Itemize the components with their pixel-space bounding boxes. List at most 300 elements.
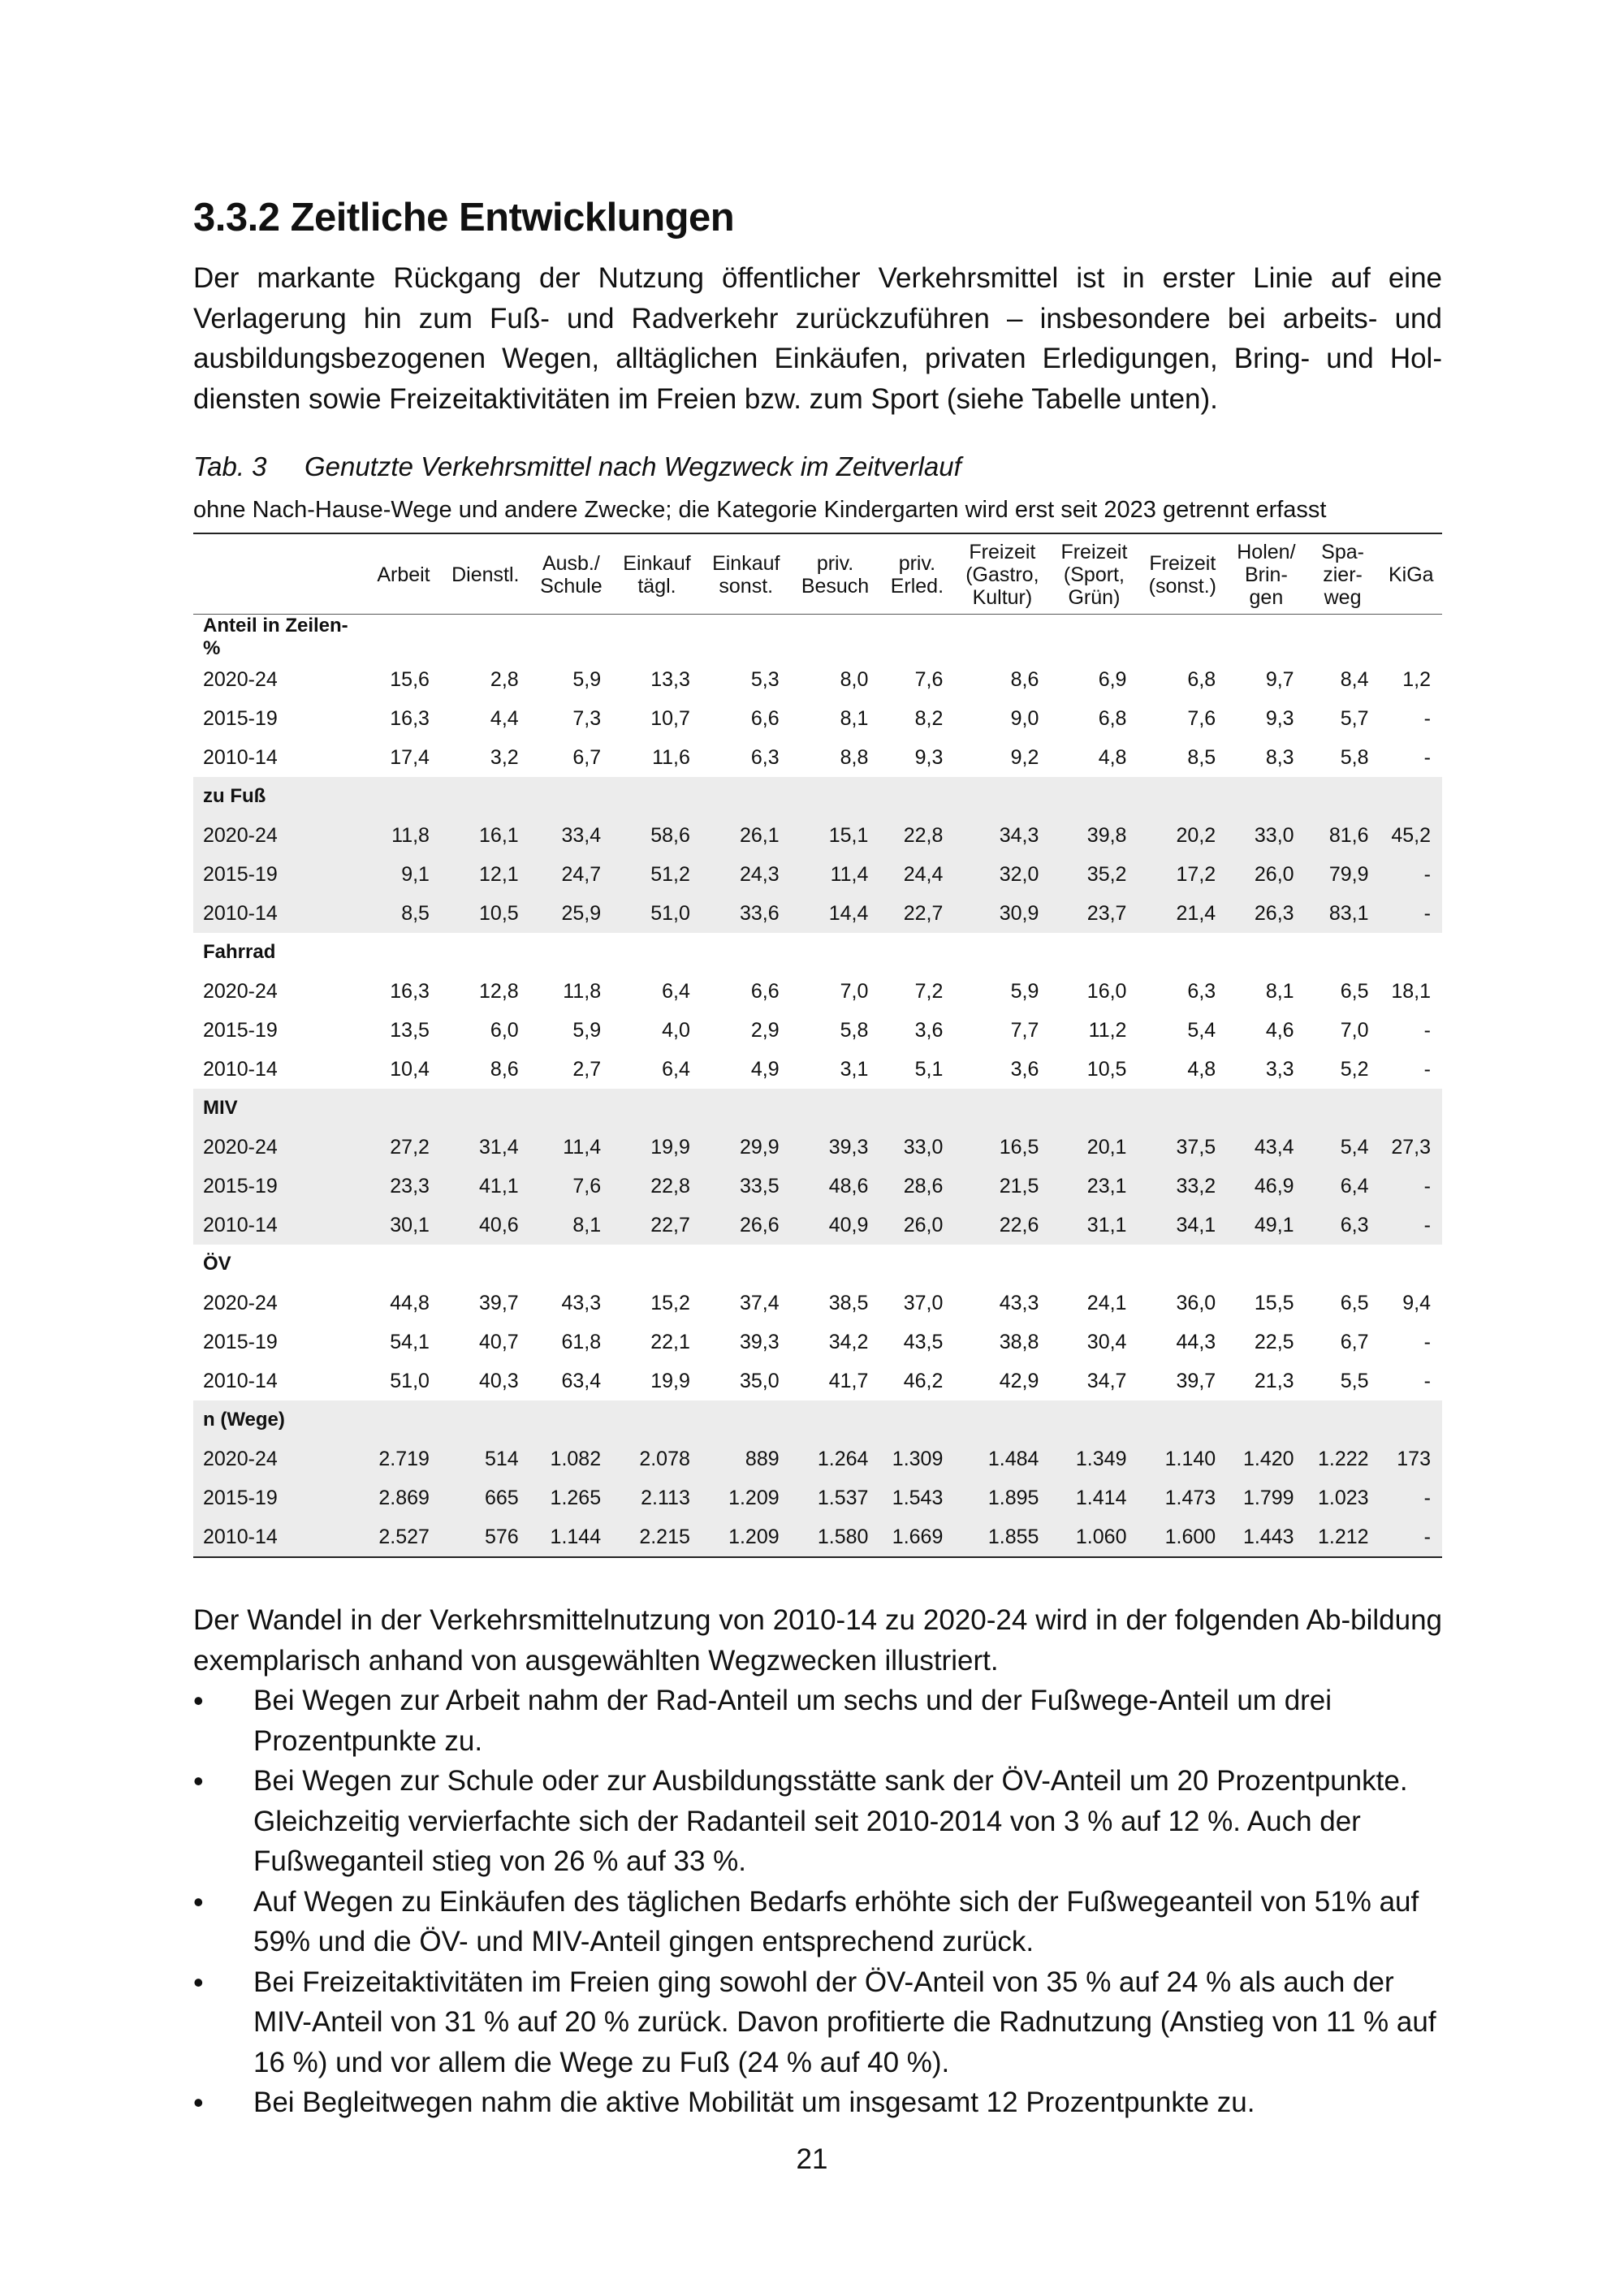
table-header-row <box>193 533 1442 615</box>
table-cell: 22,8 <box>612 1167 702 1206</box>
table-cell: 21,4 <box>1138 894 1227 933</box>
table-cell: 1.895 <box>954 1478 1050 1517</box>
section-spacer-cell <box>791 1089 880 1128</box>
table-row <box>193 816 1442 855</box>
column-header <box>1227 533 1305 615</box>
section-heading: 3.3.2 Zeitliche Entwicklungen <box>193 196 735 240</box>
column-header-line: Besuch <box>801 575 870 598</box>
table-cell: 9,3 <box>1265 706 1294 730</box>
column-header <box>1306 533 1380 615</box>
table-cell: 3,6 <box>914 1018 944 1042</box>
section-spacer-cell <box>1050 1089 1138 1128</box>
table-cell: 6,8 <box>1098 706 1127 730</box>
table-cell: 24,1 <box>1086 1291 1127 1314</box>
table-cell: 83,1 <box>1306 894 1380 933</box>
table-cell: 6,6 <box>750 979 780 1003</box>
section-spacer-cell <box>1050 933 1138 972</box>
table-cell: 54,1 <box>390 1330 430 1353</box>
table-cell: 22,8 <box>879 816 954 855</box>
section-spacer-cell <box>441 1400 530 1439</box>
column-header-line: Grün) <box>1068 586 1121 610</box>
section-label: zu Fuß <box>193 777 366 816</box>
table-cell: 45,2 <box>1380 816 1442 855</box>
table-cell: 11,8 <box>366 816 441 855</box>
table-cell: 8,2 <box>914 706 944 730</box>
column-header-line: Freizeit <box>1060 541 1128 564</box>
table-cell: 2.869 <box>366 1478 441 1517</box>
section-spacer-cell <box>1050 615 1138 661</box>
table-cell: 514 <box>441 1439 530 1478</box>
table-cell: 11,4 <box>530 1128 612 1167</box>
table-cell: 22,7 <box>612 1206 702 1245</box>
period-label: 2015-19 <box>203 1330 278 1353</box>
table-row <box>193 1284 1442 1323</box>
table-cell: 1.140 <box>1138 1439 1227 1478</box>
section-spacer-cell <box>612 1089 702 1128</box>
table-cell: 46,2 <box>903 1369 944 1392</box>
column-header-line: Dienstl. <box>451 563 520 587</box>
table-cell: 3,3 <box>1265 1057 1294 1081</box>
table-cell: 11,4 <box>791 855 880 894</box>
table-cell: 6,7 <box>572 745 602 769</box>
section-spacer-cell <box>702 777 791 816</box>
section-label: MIV <box>193 1089 366 1128</box>
table-cell: 1.144 <box>530 1517 612 1557</box>
table-cell: 24,7 <box>530 855 612 894</box>
table-cell: 3,1 <box>840 1057 869 1081</box>
table-row <box>193 1362 1442 1400</box>
table-cell: 34,7 <box>1086 1369 1127 1392</box>
table-cell: 12,8 <box>479 979 519 1003</box>
section-spacer-cell <box>530 1245 612 1284</box>
table-cell: 8,3 <box>1265 745 1294 769</box>
table-cell: 8,1 <box>1265 979 1294 1003</box>
column-header-line: Einkauf <box>712 552 780 576</box>
table-cell: 6,9 <box>1098 667 1127 691</box>
period-label: 2020-24 <box>203 1291 278 1314</box>
section-spacer-cell <box>612 1400 702 1439</box>
summary-paragraph: Der Wandel in der Verkehrsmittelnutzung von 2010-14 zu 2020-24 wird in der folgenden Ab-bildung exemplarisch anhand von ausgewählten Wegzwecken illustriert. <box>193 1604 1442 1677</box>
table-cell: 5,9 <box>1010 979 1039 1003</box>
column-header <box>366 533 441 615</box>
table-cell: 38,8 <box>999 1330 1039 1353</box>
section-spacer-cell <box>530 615 612 661</box>
table-cell: 8,0 <box>840 667 869 691</box>
table-row <box>193 894 1442 933</box>
table-cell: 1.543 <box>879 1478 954 1517</box>
table-row <box>193 1011 1442 1050</box>
table-cell: 51,0 <box>390 1369 430 1392</box>
table-section-row <box>193 777 1442 816</box>
table-cell: 5,3 <box>750 667 780 691</box>
section-spacer-cell <box>1380 1400 1442 1439</box>
table-cell: 20,1 <box>1050 1128 1138 1167</box>
table-cell: 39,7 <box>479 1291 519 1314</box>
column-header-line: Ausb./ <box>542 552 600 576</box>
table-cell: 1.600 <box>1138 1517 1227 1557</box>
column-header-line: KiGa <box>1388 563 1434 587</box>
table-cell: 23,1 <box>1050 1167 1138 1206</box>
section-spacer-cell <box>879 1245 954 1284</box>
table-cell: 6,5 <box>1340 1291 1369 1314</box>
table-cell: 8,5 <box>366 894 441 933</box>
table-cell: 18,1 <box>1391 979 1431 1003</box>
section-spacer-cell <box>1380 1245 1442 1284</box>
section-spacer-cell <box>612 933 702 972</box>
column-header <box>441 533 530 615</box>
table-cell: 39,3 <box>739 1330 780 1353</box>
section-spacer-cell <box>366 933 441 972</box>
table-cell: 9,4 <box>1402 1291 1431 1314</box>
table-cell: 4,8 <box>1187 1057 1216 1081</box>
table-cell: 889 <box>702 1439 791 1478</box>
table-cell: 43,5 <box>903 1330 944 1353</box>
table-cell: 2.215 <box>612 1517 702 1557</box>
table-cell: 8,8 <box>840 745 869 769</box>
table-cell: 1.209 <box>702 1517 791 1557</box>
column-header-line: sonst. <box>719 575 774 598</box>
table-cell: 9,7 <box>1265 667 1294 691</box>
period-label: 2015-19 <box>193 1167 366 1206</box>
table-cell: 26,0 <box>879 1206 954 1245</box>
table-cell: 1.414 <box>1050 1478 1138 1517</box>
table-cell: 28,6 <box>879 1167 954 1206</box>
period-label: 2015-19 <box>193 855 366 894</box>
section-spacer-cell <box>1138 1400 1227 1439</box>
table-cell: 40,3 <box>479 1369 519 1392</box>
table-row <box>193 660 1442 699</box>
table-cell: 48,6 <box>791 1167 880 1206</box>
table-cell: 61,8 <box>561 1330 602 1353</box>
period-label: 2020-24 <box>203 667 278 691</box>
period-label: 2015-19 <box>193 1478 366 1517</box>
table-section-row <box>193 933 1442 972</box>
table-cell: 8,1 <box>530 1206 612 1245</box>
section-spacer-cell <box>1380 777 1442 816</box>
table-cell: 16,3 <box>390 979 430 1003</box>
table-cell: 1.799 <box>1227 1478 1305 1517</box>
table-cell: 17,2 <box>1138 855 1227 894</box>
table-cell: 1.212 <box>1306 1517 1380 1557</box>
section-label: n (Wege) <box>193 1400 366 1439</box>
period-label: 2010-14 <box>203 1057 278 1081</box>
column-header <box>702 533 791 615</box>
section-spacer-cell <box>441 1089 530 1128</box>
table-cell: 4,6 <box>1265 1018 1294 1042</box>
bullet-item: • Bei Freizeitaktivitäten im Freien ging sowohl der ÖV-Anteil von 35 % auf 24 % als auch der MIV-Anteil von 31 % auf 20 % zurück. Davon profitierte die Radnutzung (Anstieg von 11 % auf 16 %) und vor allem die Wege zu Fuß (24 % auf 40 %). <box>193 1962 1442 2083</box>
column-header-line: (sonst.) <box>1148 575 1216 598</box>
bullet-item: • Bei Wegen zur Schule oder zur Ausbildungsstätte sank der ÖV-Anteil um 20 Prozentpunkte. Gleichzeitig vervierfachte sich der Radanteil seit 2010-2014 von 3 % auf 12 %. Auch der Fußweganteil stieg von 26 % auf 33 %. <box>193 1761 1442 1882</box>
section-spacer-cell <box>1050 1400 1138 1439</box>
table-cell: 19,9 <box>650 1369 690 1392</box>
table-cell: 51,2 <box>612 855 702 894</box>
table-cell: 1.420 <box>1227 1439 1305 1478</box>
section-spacer-cell <box>879 933 954 972</box>
section-spacer-cell <box>441 615 530 661</box>
section-spacer-cell <box>954 933 1050 972</box>
section-spacer-cell <box>530 1400 612 1439</box>
column-header-line: Kultur) <box>972 586 1033 610</box>
section-spacer-cell <box>1306 1245 1380 1284</box>
section-spacer-cell <box>791 1245 880 1284</box>
table-cell: 1,2 <box>1402 667 1431 691</box>
table-cell: 30,9 <box>954 894 1050 933</box>
table-cell: 3,2 <box>490 745 519 769</box>
table-cell: 15,5 <box>1254 1291 1294 1314</box>
column-header <box>530 533 612 615</box>
table-cell: 6,6 <box>750 706 780 730</box>
table-cell: 40,6 <box>441 1206 530 1245</box>
section-label: Anteil in Zeilen- % <box>203 615 348 660</box>
table-row <box>193 699 1442 738</box>
table-cell: 26,1 <box>702 816 791 855</box>
table-cell: - <box>1380 1478 1442 1517</box>
bullet-item: • Bei Begleitwegen nahm die aktive Mobilität um insgesamt 12 Prozentpunkte zu. <box>193 2082 1442 2123</box>
table-cell: 15,6 <box>390 667 430 691</box>
table-cell: 23,3 <box>366 1167 441 1206</box>
table-cell: 1.537 <box>791 1478 880 1517</box>
section-spacer-cell <box>530 933 612 972</box>
column-header-line: (Gastro, <box>965 563 1039 587</box>
table-cell: 39,8 <box>1050 816 1138 855</box>
section-spacer-cell <box>1050 1245 1138 1284</box>
section-spacer-cell <box>1380 933 1442 972</box>
table-cell: 27,3 <box>1380 1128 1442 1167</box>
column-header-line: (Sport, <box>1063 563 1125 587</box>
table-cell: 9,3 <box>914 745 944 769</box>
section-spacer-cell <box>1306 1089 1380 1128</box>
table-row <box>193 1128 1442 1167</box>
section-spacer-cell <box>441 1245 530 1284</box>
column-header-line: Arbeit <box>377 563 430 587</box>
table-row <box>193 855 1442 894</box>
period-label: 2020-24 <box>203 979 278 1003</box>
section-spacer-cell <box>791 615 880 661</box>
table-row <box>193 1478 1442 1517</box>
intro-paragraph: Der markante Rückgang der Nutzung öffentlicher Verkehrsmittel ist in erster Linie auf eine Verlagerung hin zum Fuß- und Radverkehr zurückzuführen – insbesondere bei arbeits- und ausbildungsbezogenen Wegen, alltäglichen Einkäufen, privaten Erledigungen, Bring- und Hol-diensten sowie Freizeitaktivitäten im Freien bzw. zum Sport (siehe Tabelle unten). <box>193 262 1442 415</box>
section-spacer-cell <box>1306 615 1380 661</box>
table-cell: 13,5 <box>390 1018 430 1042</box>
table-cell: 8,1 <box>840 706 869 730</box>
table-cell: 9,1 <box>366 855 441 894</box>
table-cell: 26,3 <box>1227 894 1305 933</box>
period-label: 2010-14 <box>193 1517 366 1557</box>
table-cell: 22,7 <box>879 894 954 933</box>
table-cell: 17,4 <box>390 745 430 769</box>
table-body <box>193 615 1442 1558</box>
section-spacer-cell <box>1227 1400 1305 1439</box>
table-cell: 9,2 <box>1010 745 1039 769</box>
period-label: 2010-14 <box>203 745 278 769</box>
table-section-row <box>193 1089 1442 1128</box>
period-label: 2010-14 <box>203 1369 278 1392</box>
section-spacer-cell <box>879 1089 954 1128</box>
table-cell: 11,8 <box>563 979 602 1003</box>
table-cell: 43,3 <box>999 1291 1039 1314</box>
table-cell: 1.222 <box>1306 1439 1380 1478</box>
table-cell: 34,3 <box>954 816 1050 855</box>
table-cell: 8,6 <box>1010 667 1039 691</box>
section-spacer-cell <box>791 933 880 972</box>
table-cell: 7,6 <box>1187 706 1216 730</box>
table-cell: - <box>1423 745 1431 769</box>
table-cell: - <box>1380 894 1442 933</box>
document-page <box>193 195 1442 2123</box>
table-row <box>193 1439 1442 1478</box>
table-cell: 665 <box>441 1478 530 1517</box>
table-cell: 9,0 <box>1010 706 1039 730</box>
table-cell: 58,6 <box>612 816 702 855</box>
table-cell: 1.473 <box>1138 1478 1227 1517</box>
table-cell: 51,0 <box>612 894 702 933</box>
section-spacer-cell <box>441 777 530 816</box>
period-label: 2020-24 <box>193 816 366 855</box>
section-spacer-cell <box>612 1245 702 1284</box>
section-spacer-cell <box>702 615 791 661</box>
table-cell: 11,6 <box>652 745 690 769</box>
period-label: 2020-24 <box>193 1128 366 1167</box>
table-row <box>193 972 1442 1011</box>
table-cell: 6,3 <box>1187 979 1216 1003</box>
table-cell: 19,9 <box>612 1128 702 1167</box>
table-cell: - <box>1423 1330 1431 1353</box>
table-cell: 14,4 <box>791 894 880 933</box>
table-cell: 41,1 <box>441 1167 530 1206</box>
table-cell: 33,0 <box>1227 816 1305 855</box>
section-label: Fahrrad <box>203 941 276 964</box>
table-cell: 5,7 <box>1340 706 1369 730</box>
section-spacer-cell <box>879 615 954 661</box>
table-cell: 10,5 <box>1086 1057 1127 1081</box>
table-cell: 34,1 <box>1138 1206 1227 1245</box>
table-cell: 6,4 <box>1306 1167 1380 1206</box>
section-spacer-cell <box>702 1245 791 1284</box>
section-spacer-cell <box>879 1400 954 1439</box>
table-cell: 16,5 <box>954 1128 1050 1167</box>
data-table <box>193 533 1442 1558</box>
table-cell: 6,3 <box>750 745 780 769</box>
column-header <box>1138 533 1227 615</box>
table-cell: 79,9 <box>1306 855 1380 894</box>
table-cell: - <box>1423 1057 1431 1081</box>
table-cell: 5,4 <box>1306 1128 1380 1167</box>
table-cell: 576 <box>441 1517 530 1557</box>
table-cell: 37,0 <box>903 1291 944 1314</box>
table-cell: 6,3 <box>1306 1206 1380 1245</box>
table-cell: - <box>1380 1206 1442 1245</box>
table-row <box>193 1050 1442 1089</box>
column-header-line: Freizeit <box>969 541 1036 564</box>
column-header-line: priv. <box>816 552 854 576</box>
table-cell: 36,0 <box>1176 1291 1216 1314</box>
table-cell: 38,5 <box>828 1291 869 1314</box>
bullet-list <box>193 1681 1442 2123</box>
section-spacer-cell <box>612 777 702 816</box>
section-spacer-cell <box>954 1400 1050 1439</box>
table-cell: 41,7 <box>828 1369 869 1392</box>
table-row <box>193 1517 1442 1557</box>
table-cell: 42,9 <box>999 1369 1039 1392</box>
table-section-row <box>193 615 1442 661</box>
table-cell: 22,1 <box>650 1330 690 1353</box>
table-cell: 7,7 <box>1010 1018 1039 1042</box>
table-cell: 2,9 <box>750 1018 780 1042</box>
table-cell: 16,3 <box>390 706 430 730</box>
section-spacer-cell <box>1380 615 1442 661</box>
table-cell: 31,4 <box>441 1128 530 1167</box>
section-spacer-cell <box>366 1089 441 1128</box>
period-label: 2015-19 <box>203 1018 278 1042</box>
table-cell: 5,9 <box>572 667 602 691</box>
table-cell: 1.349 <box>1050 1439 1138 1478</box>
section-spacer-cell <box>702 933 791 972</box>
table-cell: 16,0 <box>1086 979 1127 1003</box>
section-spacer-cell <box>366 1400 441 1439</box>
table-cell: 5,4 <box>1187 1018 1216 1042</box>
table-number: Tab. 3 <box>193 451 267 482</box>
table-cell: 6,7 <box>1340 1330 1369 1353</box>
table-cell: 33,4 <box>530 816 612 855</box>
table-cell: 4,9 <box>750 1057 780 1081</box>
column-header-line: Schule <box>540 575 603 598</box>
column-header-line: Erled. <box>890 575 944 598</box>
table-title: Genutzte Verkehrsmittel nach Wegzweck im Zeitverlauf <box>304 451 961 482</box>
table-cell: 4,8 <box>1098 745 1127 769</box>
section-spacer-cell <box>1227 1245 1305 1284</box>
table-cell: 1.484 <box>954 1439 1050 1478</box>
table-cell: 2,7 <box>572 1057 602 1081</box>
table-cell: 27,2 <box>366 1128 441 1167</box>
column-header <box>879 533 954 615</box>
table-cell: 30,1 <box>366 1206 441 1245</box>
table-cell: 24,3 <box>702 855 791 894</box>
table-cell: 7,6 <box>530 1167 612 1206</box>
table-cell: 8,6 <box>490 1057 519 1081</box>
row-header-corner <box>193 533 366 615</box>
table-cell: 33,0 <box>879 1128 954 1167</box>
table-cell: - <box>1423 1369 1431 1392</box>
table-cell: 2,8 <box>490 667 519 691</box>
table-cell: 5,5 <box>1340 1369 1369 1392</box>
table-cell: 4,4 <box>490 706 519 730</box>
section-spacer-cell <box>702 1400 791 1439</box>
table-cell: 2.527 <box>366 1517 441 1557</box>
period-label: 2020-24 <box>193 1439 366 1478</box>
table-cell: 43,3 <box>561 1291 602 1314</box>
table-cell: 81,6 <box>1306 816 1380 855</box>
table-cell: 10,7 <box>650 706 690 730</box>
table-cell: 7,2 <box>914 979 944 1003</box>
section-spacer-cell <box>1138 1245 1227 1284</box>
table-cell: 1.265 <box>530 1478 612 1517</box>
table-cell: 37,4 <box>739 1291 780 1314</box>
table-cell: 25,9 <box>530 894 612 933</box>
table-cell: - <box>1380 855 1442 894</box>
table-cell: - <box>1380 1167 1442 1206</box>
column-header-line: zier- <box>1323 563 1363 587</box>
section-spacer-cell <box>702 1089 791 1128</box>
table-cell: 35,0 <box>739 1369 780 1392</box>
table-cell: 24,4 <box>879 855 954 894</box>
section-spacer-cell <box>366 1245 441 1284</box>
column-header <box>954 533 1050 615</box>
table-cell: 1.855 <box>954 1517 1050 1557</box>
column-header-line: tägl. <box>637 575 676 598</box>
section-spacer-cell <box>791 777 880 816</box>
section-spacer-cell <box>530 777 612 816</box>
table-subtitle: ohne Nach-Hause-Wege und andere Zwecke; die Kategorie Kindergarten wird erst seit 2023 getrennt erfasst <box>193 497 1327 524</box>
table-cell: 12,1 <box>441 855 530 894</box>
